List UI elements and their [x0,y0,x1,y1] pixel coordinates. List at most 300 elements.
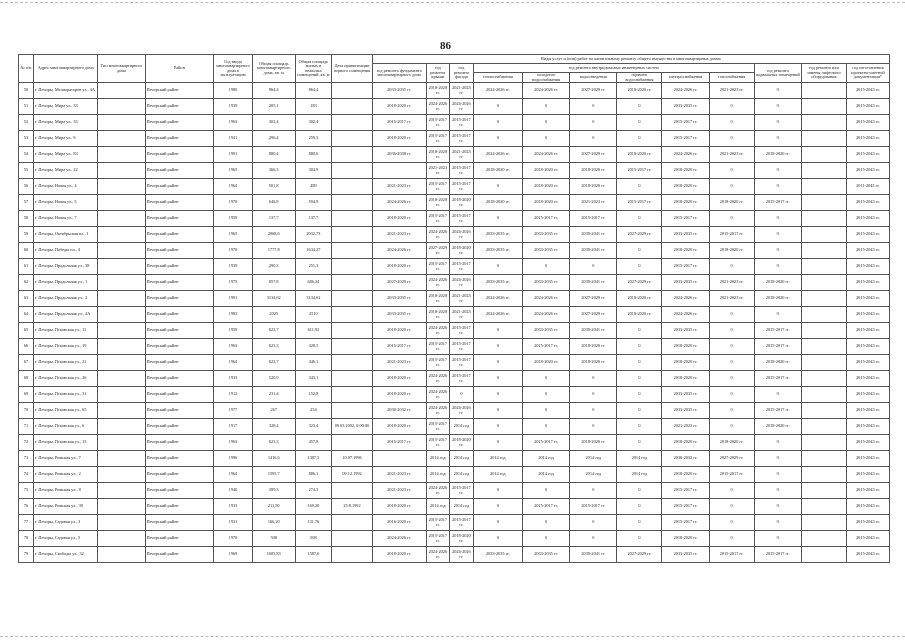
cell-design: 2015-2043 гг. [846,355,889,371]
cell-district: Печорский район [145,531,214,547]
cell-district: Печорский район [145,499,214,515]
cell-year-built: 1931 [214,515,253,531]
cell-foundation: 2033-2035 гг. [372,307,426,323]
cell-gas: 0 [709,483,754,499]
col-header-privatization: Дата приватизации первого помещения [332,55,373,83]
col-header-roof: год ремонта крыши [426,64,450,83]
cell-address: г. Печоры, Новая ул., 5 [34,195,98,211]
page-number: 86 [440,40,451,52]
cell-electric: 2033-2035 гг. [662,387,709,403]
cell-year-built: 1970 [214,243,253,259]
cell-num: 73 [19,451,34,467]
cell-type [98,451,145,467]
cell-sewage: 2027-2029 гг. [570,307,617,323]
cell-privatization [332,435,373,451]
cell-basement: 2018-2020 гг. [754,419,801,435]
cell-basement: 2015-2017 гг. [754,371,801,387]
cell-elevator [801,259,846,275]
table-row [19,323,890,339]
cell-facade: 2015-2017 гг. [450,211,474,227]
cell-electric: 2033-2035 гг. [662,323,709,339]
cell-total-area: 3134,62 [252,291,295,307]
cell-cold-water: 0 [523,387,570,403]
col-header-facade: год ремонта фасада [450,64,474,83]
cell-year-built: 1939 [214,99,253,115]
cell-facade: 2021-2023 гг. [450,291,474,307]
cell-elevator [801,115,846,131]
cell-num: 65 [19,323,34,339]
cell-basement: 0 [754,499,801,515]
cell-living-area: 1307,5 [295,451,331,467]
cell-total-area: 1595,7 [252,467,295,483]
table-row [19,147,890,163]
cell-num: 75 [19,483,34,499]
table-row [19,387,890,403]
cell-total-area: 328,4 [252,419,295,435]
cell-year-built: 1964 [214,355,253,371]
cell-district: Печорский район [145,115,214,131]
cell-gas: 0 [709,355,754,371]
cell-num: 56 [19,179,34,195]
cell-living-area: 446,1 [295,355,331,371]
cell-heating: 2018-2020 гг. [473,163,522,179]
cell-sewage: 2018-2020 гг. [570,339,617,355]
cell-electric: 2015-2017 гг. [662,259,709,275]
cell-roof: 2014 год [426,467,450,483]
cell-sewage: 2018-2020 гг. [570,163,617,179]
cell-foundation: 2027-2029 гг. [372,275,426,291]
cell-gas: 2018-2020 гг. [709,195,754,211]
cell-elevator [801,355,846,371]
cell-facade: 2015-2017 гг. [450,339,474,355]
cell-gas: 0 [709,323,754,339]
cell-basement: 2018-2020 гг. [754,291,801,307]
cell-total-area: 166,20 [252,515,295,531]
cell-total-area: 1777,8 [252,243,295,259]
cell-year-built: 1912 [214,387,253,403]
cell-elevator [801,531,846,547]
cell-sewage: 0 [570,515,617,531]
cell-num: 61 [19,259,34,275]
cell-gas: 2015-2017 гг. [709,467,754,483]
cell-sewage: 2018-2020 гг. [570,435,617,451]
cell-design: 2015-2043 гг. [846,387,889,403]
cell-heating: 0 [473,371,522,387]
cell-roof: 2018-2020 гг. [426,83,450,99]
cell-year-built: 1980 [214,83,253,99]
cell-gas: 0 [709,371,754,387]
cell-roof: 2024-2026 гг. [426,403,450,419]
cell-address: г. Печоры, Мира ул., 33 [34,99,98,115]
cell-basement: 0 [754,515,801,531]
cell-design: 2015-2043 гг. [846,323,889,339]
cell-district: Печорский район [145,179,214,195]
cell-district: Печорский район [145,243,214,259]
table-row [19,435,890,451]
cell-type [98,419,145,435]
cell-facade: 2015-2017 гг. [450,131,474,147]
table-row [19,227,890,243]
cell-sewage: 0 [570,531,617,547]
cell-foundation: 2018-2020 гг. [372,99,426,115]
cell-address: г. Печоры, Продольная ул., 2 [34,291,98,307]
cell-design: 2015-2043 гг. [846,211,889,227]
cell-design: 2015-2043 гг. [846,499,889,515]
cell-privatization [332,147,373,163]
col-header-sewage: водоотведения [570,73,617,83]
cell-living-area: 2032,73 [295,227,331,243]
cell-heating: 2024-2026 гг. [473,83,522,99]
cell-address: г. Печоры, Мелиораторов ул., 4А [34,83,98,99]
cell-roof: 2014 год [426,451,450,467]
cell-foundation: 2018-2020 гг. [372,387,426,403]
table-row [19,243,890,259]
cell-facade: 2014 год [450,419,474,435]
cell-foundation: 2018-2020 гг. [372,131,426,147]
cell-basement: 2015-2017 гг. [754,323,801,339]
table-row [19,531,890,547]
cell-basement: 0 [754,131,801,147]
cell-living-area: 886,1 [295,467,331,483]
table-row [19,211,890,227]
cell-sewage: 0 [570,99,617,115]
table-row [19,339,890,355]
cell-type [98,259,145,275]
cell-heating: 0 [473,179,522,195]
cell-privatization [332,291,373,307]
cell-electric: 2015-2017 гг. [662,499,709,515]
cell-gas: 0 [709,499,754,515]
cell-living-area: 457,8 [295,435,331,451]
cell-cold-water: 0 [523,371,570,387]
cell-type [98,227,145,243]
cell-roof: 2015-2017 гг. [426,131,450,147]
cell-living-area: 152,8 [295,387,331,403]
cell-total-area: 267 [252,403,295,419]
cell-hot-water: 0 [617,371,662,387]
cell-facade: 2024-2026 гг. [450,547,474,563]
cell-living-area: 169,20 [295,499,331,515]
cell-district: Печорский район [145,339,214,355]
cell-type [98,83,145,99]
cell-hot-water: 2018-2020 гг. [617,291,662,307]
cell-total-area: 2025 [252,307,295,323]
cell-address: г. Печоры, Псковская ул., 31 [34,387,98,403]
cell-heating: 2033-2035 гг. [473,227,522,243]
cell-district: Печорский район [145,387,214,403]
cell-cold-water: 2033-2035 гг. [523,547,570,563]
cell-basement: 0 [754,259,801,275]
cell-year-built: 1969 [214,547,253,563]
cell-privatization [332,355,373,371]
cell-privatization [332,307,373,323]
cell-num: 66 [19,339,34,355]
cell-privatization [332,243,373,259]
cell-type [98,147,145,163]
cell-elevator [801,147,846,163]
col-header-electric: электроснабжения [662,73,709,83]
col-header-gas: газоснабжения [709,73,754,83]
cell-living-area: 428,5 [295,339,331,355]
cell-electric: 2024-2026 гг. [662,147,709,163]
cell-roof: 2024-2026 гг. [426,371,450,387]
cell-year-built: 1981 [214,291,253,307]
cell-type [98,403,145,419]
cell-cold-water: 0 [523,99,570,115]
cell-foundation: 2021-2023 гг. [372,483,426,499]
cell-type [98,483,145,499]
cell-heating: 0 [473,515,522,531]
cell-foundation: 2033-2035 гг. [372,291,426,307]
cell-type [98,499,145,515]
table-row [19,483,890,499]
cell-privatization [332,83,373,99]
cell-privatization [332,131,373,147]
cell-roof: 2015-2017 гг. [426,419,450,435]
cell-heating: 0 [473,387,522,403]
cell-roof: 2021-2023 гг. [426,163,450,179]
cell-total-area: 399,3 [252,483,295,499]
cell-foundation: 2015-2017 гг. [372,339,426,355]
cell-hot-water: 0 [617,419,662,435]
cell-total-area: 880,4 [252,147,295,163]
cell-basement: 0 [754,179,801,195]
cell-living-area: 251,3 [295,259,331,275]
cell-privatization [332,211,373,227]
cell-gas: 0 [709,115,754,131]
cell-district: Печорский район [145,419,214,435]
cell-type [98,195,145,211]
cell-facade: 2015-2017 гг. [450,259,474,275]
cell-roof: 2015-2017 гг. [426,531,450,547]
cell-privatization [332,531,373,547]
cell-address: г. Печоры, Рижская ул., 39 [34,499,98,515]
cell-hot-water: 2014 год [617,451,662,467]
cell-living-area: 489 [295,179,331,195]
cell-type [98,131,145,147]
table-row [19,547,890,563]
cell-year-built: 1963 [214,435,253,451]
cell-elevator [801,451,846,467]
cell-address: г. Печоры, Псковская ул., 65 [34,403,98,419]
cell-facade: 2024-2026 гг. [450,227,474,243]
cell-roof: 2014 год [426,499,450,515]
cell-sewage: 2018-2020 гг. [570,179,617,195]
cell-year-built: 1963 [214,115,253,131]
cell-facade: 2014 год [450,499,474,515]
cell-privatization [332,275,373,291]
cell-gas: 0 [709,419,754,435]
table-row [19,515,890,531]
cell-year-built: 1959 [214,323,253,339]
table-row [19,275,890,291]
cell-address: г. Печоры, Новая ул., 4 [34,179,98,195]
cell-living-area: 611,92 [295,323,331,339]
cell-basement: 0 [754,163,801,179]
cell-design: 2015-2043 гг. [846,99,889,115]
cell-cold-water: 2033-2035 гг. [523,275,570,291]
cell-basement: 2015-2017 гг. [754,195,801,211]
cell-elevator [801,339,846,355]
cell-privatization [332,195,373,211]
cell-district: Печорский район [145,515,214,531]
cell-electric: 2018-2020 гг. [662,435,709,451]
cell-electric: 2018-2020 гг. [662,163,709,179]
cell-district: Печорский район [145,307,214,323]
cell-address: г. Печоры, Мира ул., 22 [34,163,98,179]
cell-design: 2015-2043 гг. [846,243,889,259]
cell-foundation: 2024-2026 гг. [372,531,426,547]
cell-district: Печорский район [145,467,214,483]
cell-heating: 0 [473,323,522,339]
scan-edge-bottom [0,636,905,637]
cell-total-area: 211,50 [252,499,295,515]
cell-num: 77 [19,515,34,531]
cell-hot-water: 0 [617,243,662,259]
cell-foundation: 2016-2020 гг. [372,515,426,531]
cell-living-area: 259,3 [295,131,331,147]
cell-address: г. Печоры, Победы пл., 4 [34,243,98,259]
cell-foundation: 2018-2020 гг. [372,547,426,563]
cell-total-area: 508 [252,531,295,547]
cell-sewage: 2039-2041 гг. [570,243,617,259]
cell-elevator [801,371,846,387]
col-header-works: Виды услуг и (или) работ по капитальному ремонту общего имущества в многоквартирных домах [372,55,889,64]
cell-address: г. Печоры, Рижская ул., 8 [34,483,98,499]
cell-address: г. Печоры, Мира ул., 35 [34,115,98,131]
cell-cold-water: 2024-2026 гг. [523,83,570,99]
cell-electric: 2018-2020 гг. [662,243,709,259]
cell-privatization [332,387,373,403]
cell-design: 2015-2043 гг. [846,115,889,131]
cell-year-built: 1983 [214,307,253,323]
cell-roof: 2018-2020 гг. [426,195,450,211]
cell-gas: 2018-2020 гг. [709,435,754,451]
cell-hot-water: 0 [617,515,662,531]
cell-address: г. Печоры, Свободы ул., 32 [34,547,98,563]
cell-num: 71 [19,419,34,435]
cell-roof: 2015-2017 гг. [426,179,450,195]
cell-total-area: 302,4 [252,115,295,131]
cell-facade: 2014 год [450,467,474,483]
cell-foundation: 2015-2017 гг. [372,435,426,451]
cell-gas: 0 [709,211,754,227]
cell-facade: 2024-2026 гг. [450,403,474,419]
cell-basement: 0 [754,83,801,99]
cell-design: 2015-2043 гг. [846,531,889,547]
cell-type [98,435,145,451]
cell-type [98,179,145,195]
cell-district: Печорский район [145,435,214,451]
cell-district: Печорский район [145,547,214,563]
cell-sewage: 2039-2041 гг. [570,323,617,339]
cell-district: Печорский район [145,99,214,115]
cell-facade: 2015-2017 гг. [450,483,474,499]
cell-heating: 2014 год [473,467,522,483]
cell-elevator [801,179,846,195]
table-row [19,355,890,371]
table-row [19,371,890,387]
cell-total-area: 623,3 [252,435,295,451]
cell-design: 2015-2043 гг. [846,435,889,451]
cell-heating: 0 [473,531,522,547]
cell-num: 63 [19,291,34,307]
cell-sewage: 2021-2023 гг. [570,195,617,211]
cell-heating: 2024-2026 гг. [473,291,522,307]
cell-num: 62 [19,275,34,291]
cell-basement: 0 [754,211,801,227]
cell-roof: 2018-2020 гг. [426,291,450,307]
cell-heating: 0 [473,419,522,435]
col-header-elevator: год ремонта или замены лифтового оборудования [801,64,846,83]
table-row [19,419,890,435]
cell-privatization: 25.8.1992 [332,499,373,515]
cell-heating: 2033-2035 гг. [473,547,522,563]
cell-sewage: 2039-2041 гг. [570,275,617,291]
cell-hot-water: 2014 год [617,467,662,483]
cell-roof: 2015-2017 гг. [426,259,450,275]
cell-cold-water: 2018-2020 гг. [523,163,570,179]
cell-heating: 0 [473,339,522,355]
cell-elevator [801,547,846,563]
cell-district: Печорский район [145,83,214,99]
cell-cold-water: 2015-2017 гг. [523,435,570,451]
cell-year-built: 1970 [214,195,253,211]
col-header-heating: теплоснабжения [473,73,522,83]
cell-hot-water: 0 [617,323,662,339]
cell-district: Печорский район [145,291,214,307]
cell-hot-water: 0 [617,483,662,499]
cell-foundation: 2024-2026 гг. [372,243,426,259]
cell-gas: 0 [709,515,754,531]
cell-address: г. Печоры, Мира ул., 83 [34,147,98,163]
cell-elevator [801,131,846,147]
cell-design: 2011-2043 гг. [846,179,889,195]
cell-type [98,547,145,563]
cell-sewage: 0 [570,115,617,131]
cell-cold-water: 2015-2017 гг. [523,499,570,515]
cell-sewage: 2015-2017 гг. [570,499,617,515]
cell-gas: 0 [709,259,754,275]
cell-electric: 2033-2035 гг. [662,275,709,291]
cell-privatization [332,163,373,179]
cell-sewage: 2015-2017 гг. [570,211,617,227]
cell-privatization [332,179,373,195]
cell-basement: 2018-2020 гг. [754,147,801,163]
cell-total-area: 646,8 [252,195,295,211]
scan-edge-top [0,2,905,3]
cell-num: 74 [19,467,34,483]
cell-total-area: 623,7 [252,355,295,371]
cell-facade: 2018-2020 гг. [450,243,474,259]
cell-roof: 2024-2026 гг. [426,227,450,243]
cell-facade: 2015-2017 гг. [450,115,474,131]
cell-design: 2015-2043 гг. [846,467,889,483]
cell-num: 64 [19,307,34,323]
cell-gas: 2021-2023 гг. [709,275,754,291]
cell-foundation: 2018-2020 гг. [372,259,426,275]
cell-gas: 2015-2017 гг. [709,227,754,243]
cell-living-area: 864,4 [295,83,331,99]
cell-hot-water: 0 [617,387,662,403]
cell-total-area: 864,4 [252,83,295,99]
cell-gas: 2021-2023 гг. [709,291,754,307]
cell-roof: 2015-2017 гг. [426,211,450,227]
cell-foundation: 2030-2032 гг. [372,403,426,419]
cell-hot-water: 0 [617,403,662,419]
cell-year-built: 1975 [214,275,253,291]
cell-address: г. Печоры, Садовая ул., 3 [34,515,98,531]
